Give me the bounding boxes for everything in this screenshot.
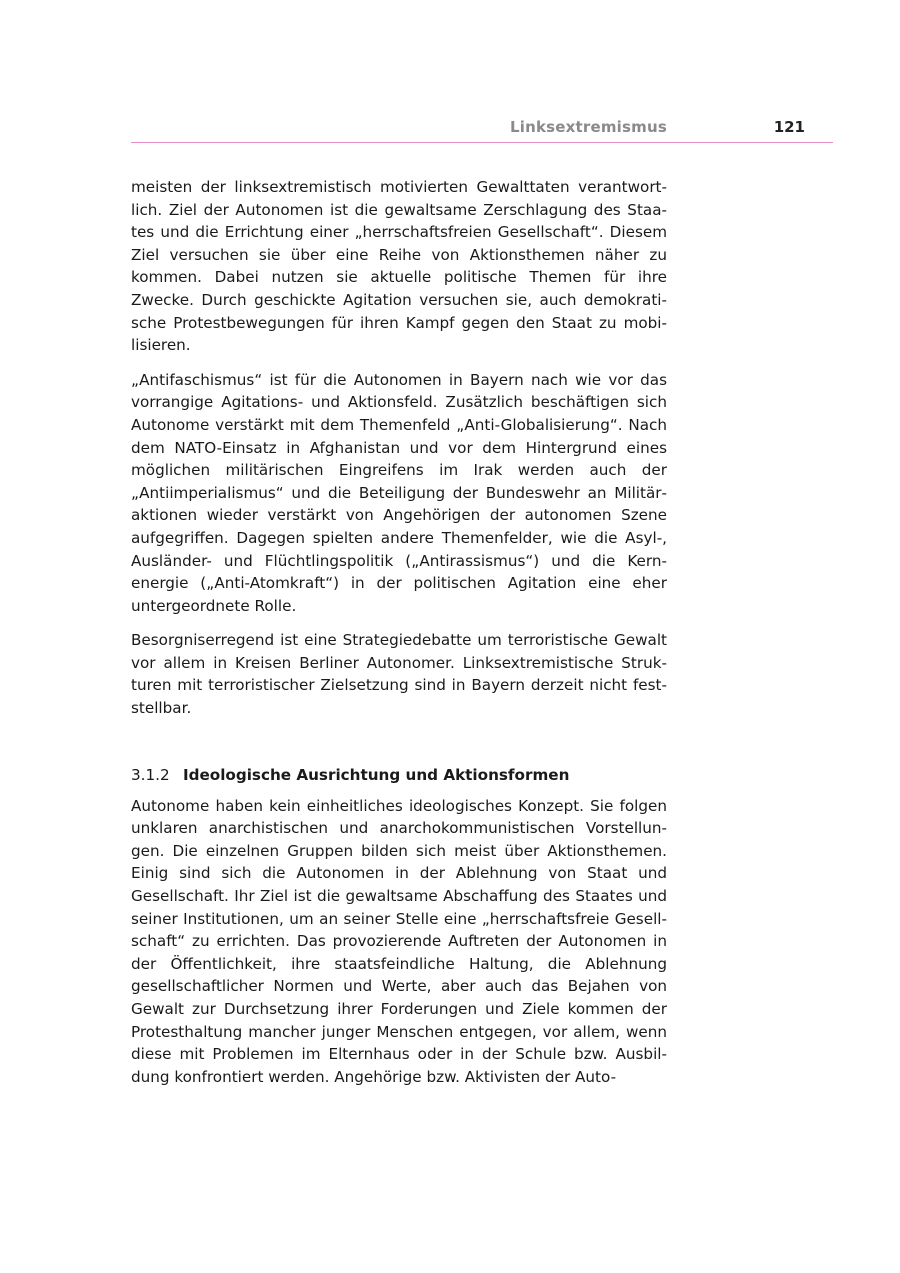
paragraph: Autonome haben kein einheitliches ideologisches Konzept. Sie folgen unklaren anarchistischen und anarchokommunistischen Vorstellungen. Die einzelnen Gruppen bilden sich meist über Aktionsthemen. Einig sind sich die Autonomen in der Ablehnung von Staat und Gesellschaft. Ihr Ziel ist die gewaltsame Abschaffung des Staates und seiner Institutionen, um an seiner Stelle eine „herrschaftsfreie Gesellschaft“ zu errichten. Das provozierende Auftreten der Autonomen in der Öffentlichkeit, ihre staatsfeindliche Haltung, die Ablehnung gesellschaftlicher Normen und Werte, aber auch das Bejahen von Gewalt zur Durchsetzung ihrer Forderungen und Ziele kommen der Protesthaltung mancher junger Menschen entgegen, vor allem, wenn diese mit Problemen im Elternhaus oder in der Schule bzw. Ausbildung konfrontiert werden. Angehörige bzw. Aktivisten der Auto- (131, 796, 667, 1086)
running-title: Linksextremismus (509, 118, 667, 136)
page-number: 121 (773, 118, 805, 136)
body-text (131, 176, 667, 1100)
section-title: Ideologische Ausrichtung und Aktionsformen (182, 765, 570, 784)
paragraph: meisten der linksextremistisch motivierten Gewalttaten verantwortlich. Ziel der Autonomen ist die gewaltsame Zerschlagung des Staates und die Errichtung einer „herrschaftsfreien Gesellschaft“. Diesem Ziel versuchen sie über eine Reihe von Aktionsthemen näher zu kommen. Dabei nutzen sie aktuelle politische Themen für ihre Zwecke. Durch geschickte Agitation versuchen sie, auch demokratische Protestbewegungen für ihren Kampf gegen den Staat zu mobilisieren. (131, 178, 667, 355)
paragraph: „Antifaschismus“ ist für die Autonomen in Bayern nach wie vor das vorrangige Agitations- und Aktionsfeld. Zusätzlich beschäftigen sich Autonome verstärkt mit dem Themenfeld „Anti-Globalisierung“. Nach dem NATO-Einsatz in Afghanistan und vor dem Hintergrund eines möglichen militärischen Eingreifens im Irak werden auch der „Antiimperialismus“ und die Beteiligung der Bundeswehr an Militäraktionen wieder verstärkt von Angehörigen der autonomen Szene aufgegriffen. Dagegen spielten andere Themenfelder, wie die Asyl-, Ausländer- und Flüchtlingspolitik („Antirassismus“) und die Kernenergie („Anti-Atomkraft“) in der politischen Agitation eine eher untergeordnete Rolle. (131, 370, 667, 615)
section-heading (131, 764, 667, 786)
page-header (131, 118, 833, 143)
paragraph: Besorgniserregend ist eine Strategiedebatte um terroristische Gewalt vor allem in Kreisen Berliner Autonomer. Linksextremistische Strukturen mit terroristischer Zielsetzung sind in Bayern derzeit nicht feststellbar. (131, 631, 667, 718)
section-number: 3.1.2 (131, 765, 170, 784)
